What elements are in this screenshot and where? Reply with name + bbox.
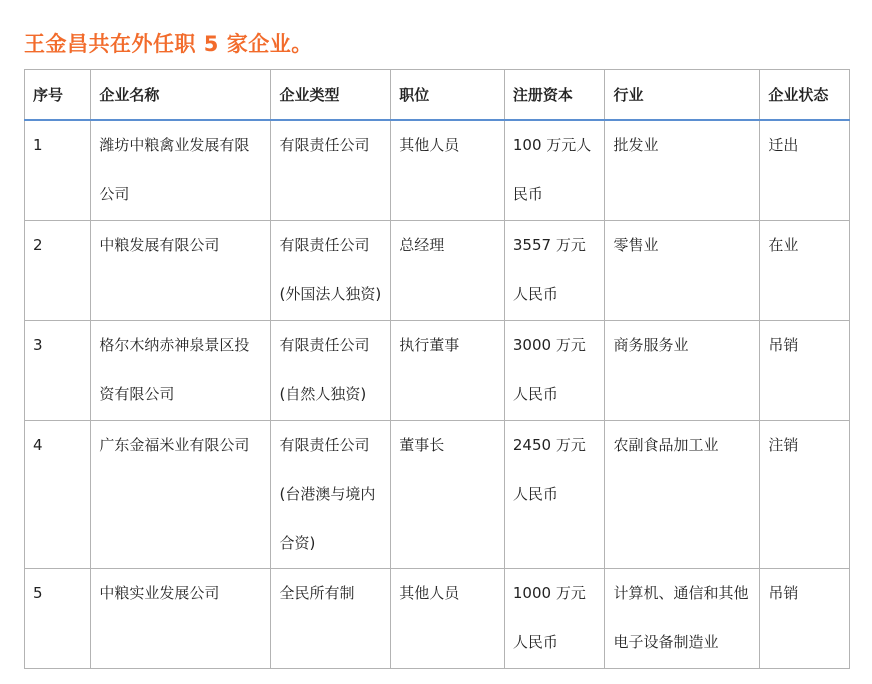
cell-index: 5 bbox=[25, 569, 91, 669]
cell-status: 在业 bbox=[760, 221, 850, 321]
cell-type: 有限责任公司(外国法人独资) bbox=[271, 221, 391, 321]
cell-industry: 商务服务业 bbox=[605, 321, 760, 421]
column-header-index: 序号 bbox=[25, 70, 91, 121]
table-row bbox=[25, 569, 850, 669]
cell-position: 董事长 bbox=[391, 421, 505, 569]
cell-name: 中粮发展有限公司 bbox=[91, 221, 271, 321]
cell-type: 有限责任公司(台港澳与境内合资) bbox=[271, 421, 391, 569]
cell-capital: 1000 万元人民币 bbox=[504, 569, 605, 669]
cell-status: 注销 bbox=[760, 421, 850, 569]
cell-status: 吊销 bbox=[760, 569, 850, 669]
cell-capital: 2450 万元人民币 bbox=[504, 421, 605, 569]
cell-name: 中粮实业发展公司 bbox=[91, 569, 271, 669]
cell-position: 其他人员 bbox=[391, 569, 505, 669]
column-header-status: 企业状态 bbox=[760, 70, 850, 121]
cell-index: 2 bbox=[25, 221, 91, 321]
cell-index: 1 bbox=[25, 120, 91, 221]
column-header-position: 职位 bbox=[391, 70, 505, 121]
cell-capital: 3000 万元人民币 bbox=[504, 321, 605, 421]
table-header-row bbox=[25, 70, 850, 121]
cell-capital: 3557 万元人民币 bbox=[504, 221, 605, 321]
cell-industry: 农副食品加工业 bbox=[605, 421, 760, 569]
cell-status: 迁出 bbox=[760, 120, 850, 221]
cell-status: 吊销 bbox=[760, 321, 850, 421]
table-row bbox=[25, 421, 850, 569]
cell-index: 4 bbox=[25, 421, 91, 569]
cell-type: 有限责任公司(自然人独资) bbox=[271, 321, 391, 421]
column-header-type: 企业类型 bbox=[271, 70, 391, 121]
table-row bbox=[25, 321, 850, 421]
column-header-capital: 注册资本 bbox=[504, 70, 605, 121]
table-row bbox=[25, 221, 850, 321]
table-row bbox=[25, 120, 850, 221]
cell-name: 广东金福米业有限公司 bbox=[91, 421, 271, 569]
cell-name: 格尔木纳赤神泉景区投资有限公司 bbox=[91, 321, 271, 421]
cell-index: 3 bbox=[25, 321, 91, 421]
cell-type: 有限责任公司 bbox=[271, 120, 391, 221]
cell-name: 潍坊中粮禽业发展有限公司 bbox=[91, 120, 271, 221]
column-header-name: 企业名称 bbox=[91, 70, 271, 121]
cell-industry: 批发业 bbox=[605, 120, 760, 221]
column-header-industry: 行业 bbox=[605, 70, 760, 121]
cell-type: 全民所有制 bbox=[271, 569, 391, 669]
cell-industry: 零售业 bbox=[605, 221, 760, 321]
section-heading: 王金昌共在外任职 5 家企业。 bbox=[24, 32, 313, 56]
cell-capital: 100 万元人民币 bbox=[504, 120, 605, 221]
enterprise-table bbox=[24, 69, 850, 669]
cell-industry: 计算机、通信和其他电子设备制造业 bbox=[605, 569, 760, 669]
cell-position: 其他人员 bbox=[391, 120, 505, 221]
cell-position: 总经理 bbox=[391, 221, 505, 321]
cell-position: 执行董事 bbox=[391, 321, 505, 421]
